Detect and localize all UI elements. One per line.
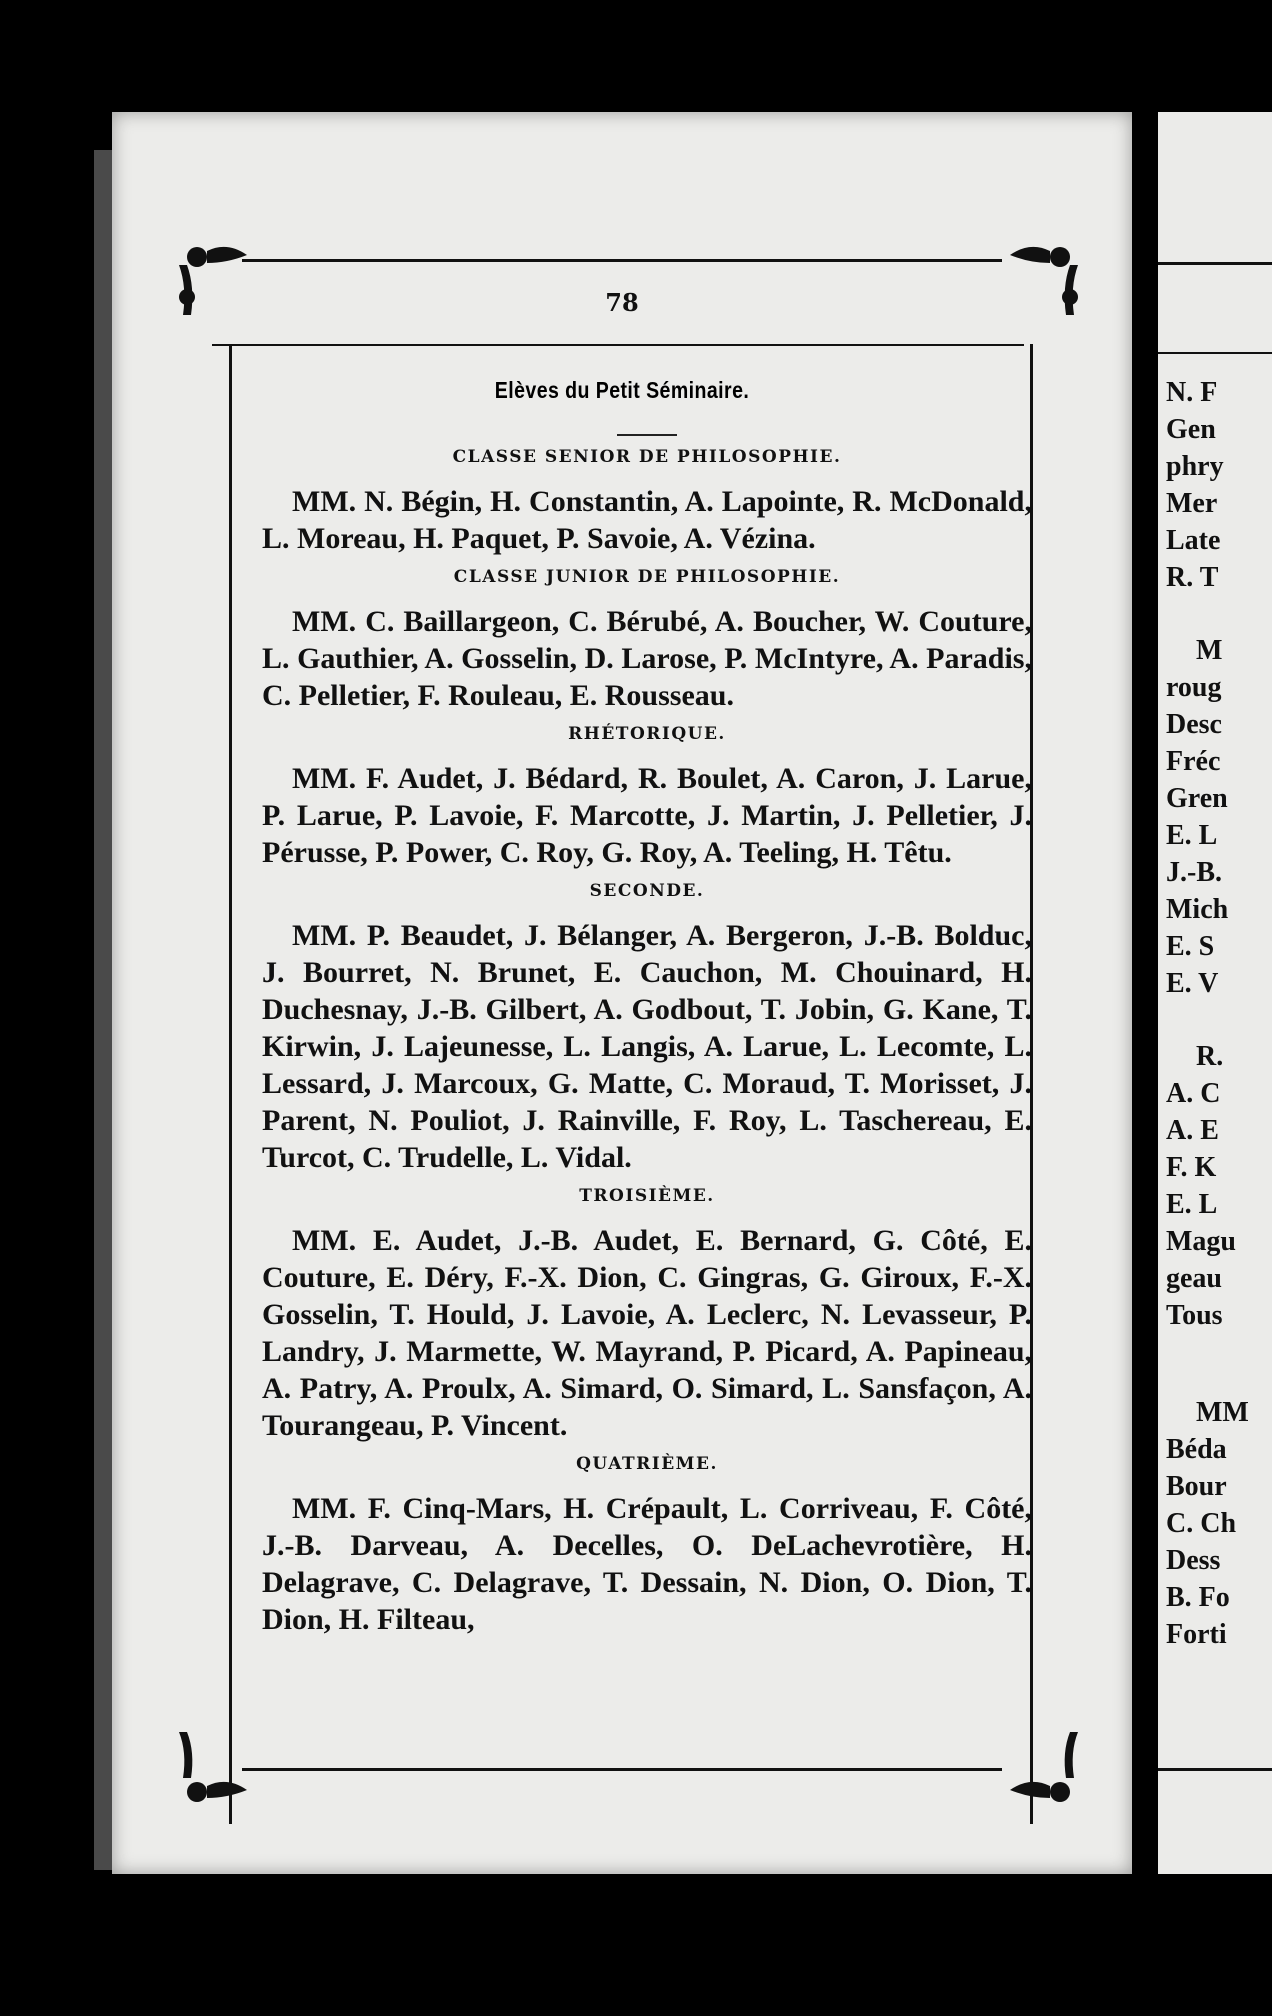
section-heading: RHÉTORIQUE. — [568, 724, 726, 744]
fragment-line: E. L — [1166, 1189, 1218, 1220]
section-rhetorique — [262, 724, 1032, 871]
fragment-line: E. V — [1166, 968, 1219, 999]
section-heading: QUATRIÈME. — [576, 1454, 718, 1474]
fragment-line: R. T — [1166, 562, 1219, 593]
section-names: MM. P. Beaudet, J. Bélanger, A. Bergeron, J.-B. Bolduc, J. Bourret, N. Brunet, E. Cauchon, M. Chouinard, H. Duchesnay, J.-B. Gilbert, A. Godbout, T. Jobin, G. Kane, T. Kirwin, J. Lajeunesse, L. Langis, A. Larue, L. Lecomte, L. Lessard, J. Marcoux, G. Matte, C. Moraud, T. Morisset, J. Parent, N. Pouliot, J. Rainville, F. Roy, L. Taschereau, E. Turcot, C. Trudelle, L. Vidal. — [262, 919, 1032, 1174]
section-quatrieme — [262, 1454, 1032, 1636]
section-heading: TROISIÈME. — [579, 1186, 715, 1206]
frame-left-rule — [229, 344, 232, 1824]
page-title: Elèves du Petit Séminaire. — [494, 377, 750, 403]
section-troisieme — [262, 1186, 1032, 1444]
fragment-line: Tous — [1166, 1300, 1223, 1331]
section-heading: SECONDE. — [589, 881, 705, 901]
fragment-line: phry — [1166, 451, 1224, 482]
section-names: MM. N. Bégin, H. Constantin, A. Lapointe, R. McDonald, L. Moreau, H. Paquet, P. Savoie, A. Vézina. — [262, 485, 1032, 555]
fragment-line: Gen — [1166, 414, 1216, 445]
section-seconde — [262, 881, 1032, 1176]
fragment-line: E. S — [1166, 931, 1215, 962]
frame-header-rule — [212, 344, 1024, 346]
title-divider — [617, 434, 677, 436]
student-list — [262, 447, 1032, 1636]
fragment-line: Béda — [1166, 1434, 1227, 1465]
next-page-bottom-rule — [1158, 1768, 1272, 1771]
book-page — [112, 112, 1132, 1874]
section-philosophie-senior — [262, 447, 1032, 557]
fragment-line: Late — [1166, 525, 1221, 556]
binding-edge — [94, 150, 112, 1870]
fragment-line: Gren — [1166, 783, 1228, 814]
fragment-line: C. Ch — [1166, 1508, 1237, 1539]
frame-bottom-rule — [242, 1768, 1002, 1771]
fragment-line: Magu — [1166, 1226, 1236, 1257]
fragment-line: E. L — [1166, 820, 1218, 851]
fragment-line: M — [1196, 635, 1223, 666]
page-number: 78 — [605, 288, 639, 317]
next-page-fragments — [1166, 374, 1272, 1653]
fragment-line: J.-B. — [1166, 857, 1222, 888]
fragment-line: F. K — [1166, 1152, 1217, 1183]
fragment-line: Dess — [1166, 1545, 1221, 1576]
section-heading: CLASSE SENIOR DE PHILOSOPHIE. — [452, 447, 842, 467]
fragment-line: N. F — [1166, 377, 1218, 408]
fragment-line: Bour — [1166, 1471, 1227, 1502]
fragment-line: geau — [1166, 1263, 1222, 1294]
section-philosophie-junior — [262, 567, 1032, 714]
fragment-line: Forti — [1166, 1619, 1227, 1650]
fragment-line: B. Fo — [1166, 1582, 1230, 1613]
ornament-bottom-right-icon — [990, 1722, 1090, 1812]
section-heading: CLASSE JUNIOR DE PHILOSOPHIE. — [453, 567, 841, 587]
fragment-line: A. C — [1166, 1078, 1221, 1109]
fragment-line: MM — [1196, 1397, 1249, 1428]
next-page-header-rule — [1158, 352, 1272, 354]
section-names: MM. C. Baillargeon, C. Bérubé, A. Boucher, W. Couture, L. Gauthier, A. Gosselin, D. Larose, P. McIntyre, A. Paradis, C. Pelletier, F. Rouleau, E. Rousseau. — [262, 605, 1032, 712]
fragment-line: A. E — [1166, 1115, 1219, 1146]
next-page-top-rule — [1158, 262, 1272, 265]
fragment-line: R. — [1196, 1041, 1224, 1072]
fragment-line: roug — [1166, 672, 1222, 703]
fragment-line: Fréc — [1166, 746, 1221, 777]
fragment-line: Mich — [1166, 894, 1229, 925]
fragment-line: Desc — [1166, 709, 1222, 740]
next-page-edge — [1158, 112, 1272, 1874]
ornament-bottom-left-icon — [167, 1722, 267, 1812]
section-names: MM. F. Cinq-Mars, H. Crépault, L. Corriveau, F. Côté, J.-B. Darveau, A. Decelles, O. DeLachevrotière, H. Delagrave, C. Delagrave, T. Dessain, N. Dion, O. Dion, T. Dion, H. Filteau, — [262, 1492, 1032, 1636]
frame-top-rule — [242, 259, 1002, 262]
section-names: MM. F. Audet, J. Bédard, R. Boulet, A. Caron, J. Larue, P. Larue, P. Lavoie, F. Marcotte, J. Martin, J. Pelletier, J. Pérusse, P. Power, C. Roy, G. Roy, A. Teeling, H. Têtu. — [262, 762, 1032, 869]
fragment-line: Mer — [1166, 488, 1218, 519]
section-names: MM. E. Audet, J.-B. Audet, E. Bernard, G. Côté, E. Couture, E. Déry, F.-X. Dion, C. Gingras, G. Giroux, F.-X. Gosselin, T. Hould, J. Lavoie, A. Leclerc, N. Levasseur, P. Landry, J. Marmette, W. Mayrand, P. Picard, A. Papineau, A. Patry, A. Proulx, A. Simard, O. Simard, L. Sansfaçon, A. Tourangeau, P. Vincent. — [262, 1224, 1032, 1442]
